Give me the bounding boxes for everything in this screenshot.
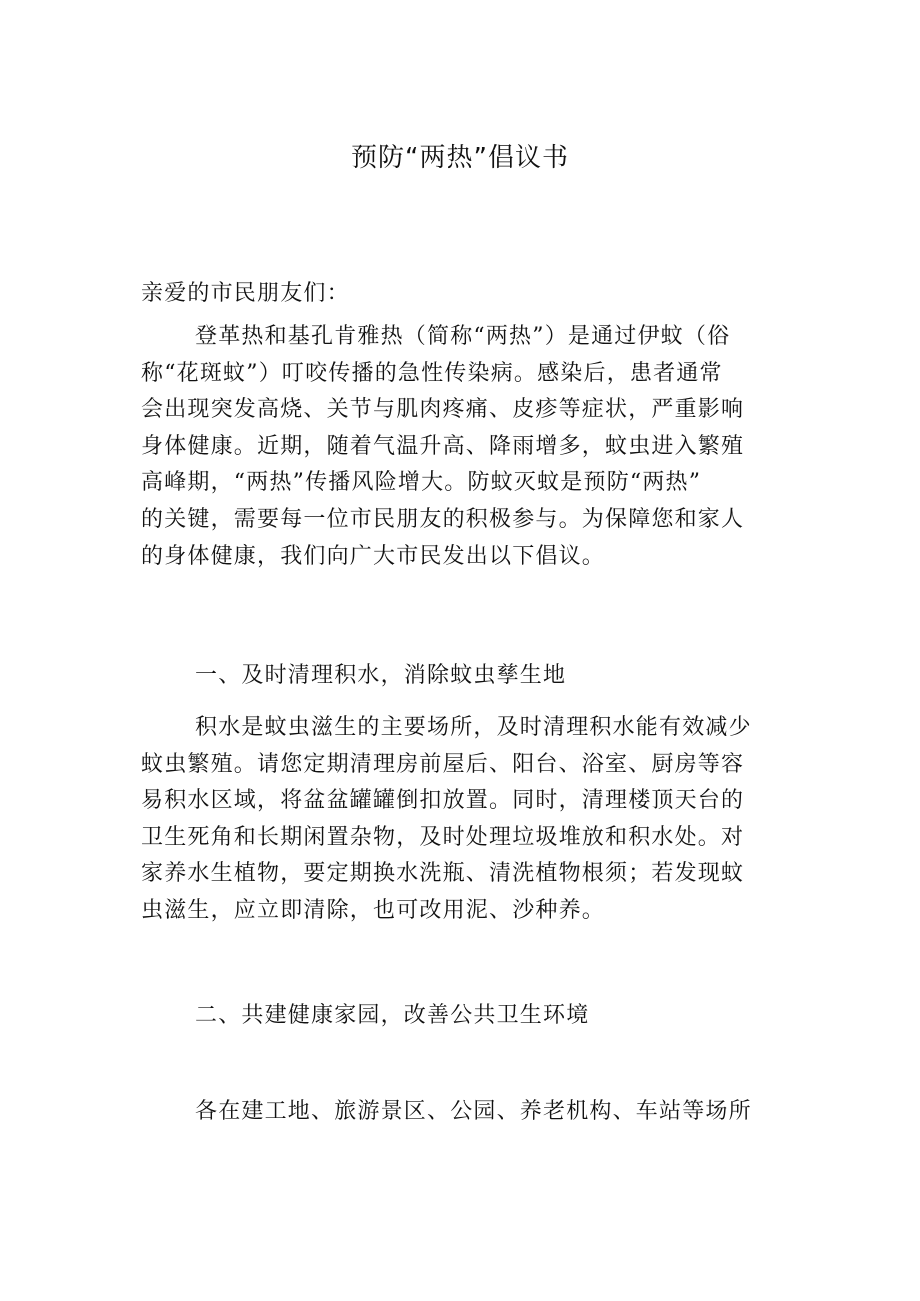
paragraph-line: 卫生死角和长期闲置杂物，及时处理垃圾堆放和积水处。对 — [141, 824, 745, 850]
section-1-heading — [141, 658, 781, 695]
section-2-paragraph — [141, 1094, 781, 1131]
paragraph-line: 高峰期，“两热”传播风险增大。防蚊灭蚊是预防“两热” — [141, 470, 702, 496]
paragraph-line: 积水是蚊虫滋生的主要场所，及时清理积水能有效减少 — [195, 715, 752, 740]
greeting — [141, 276, 781, 313]
paragraph-line: 的身体健康，我们向广大市民发出以下倡议。 — [141, 543, 606, 569]
section-2-heading — [141, 998, 781, 1035]
paragraph-line: 会出现突发高烧、关节与肌肉疼痛、皮疹等症状，严重影响 — [141, 397, 745, 423]
paragraph-line: 易积水区域，将盆盆罐罐倒扣放置。同时，清理楼顶天台的 — [141, 788, 745, 814]
document-title: 预防“两热”倡议书 — [351, 143, 569, 173]
paragraph-line: 登革热和基孔肯雅热（简称“两热”）是通过伊蚊（俗 — [195, 324, 731, 349]
paragraph-line: 各在建工地、旅游景区、公园、养老机构、车站等场所 — [195, 1099, 752, 1124]
section-heading-text: 二、共建健康家园，改善公共卫生环境 — [195, 1003, 590, 1028]
intro-paragraph — [141, 319, 781, 575]
greeting-text: 亲爱的市民朋友们： — [141, 281, 350, 306]
paragraph-line: 身体健康。近期，随着气温升高、降雨增多，蚊虫进入繁殖 — [141, 433, 745, 459]
paragraph-line: 的关键，需要每一位市民朋友的积极参与。为保障您和家人 — [141, 506, 745, 532]
section-1-paragraph — [141, 710, 781, 930]
paragraph-line: 蚊虫繁殖。请您定期清理房前屋后、阳台、浴室、厨房等容 — [141, 751, 745, 777]
paragraph-line: 虫滋生，应立即清除，也可改用泥、沙种养。 — [141, 897, 606, 923]
paragraph-line: 家养水生植物，要定期换水洗瓶、清洗植物根须；若发现蚊 — [141, 861, 745, 887]
paragraph-line: 称“花斑蚊”）叮咬传播的急性传染病。感染后，患者通常 — [141, 360, 723, 386]
section-heading-text: 一、及时清理积水，消除蚊虫孳生地 — [195, 663, 567, 688]
